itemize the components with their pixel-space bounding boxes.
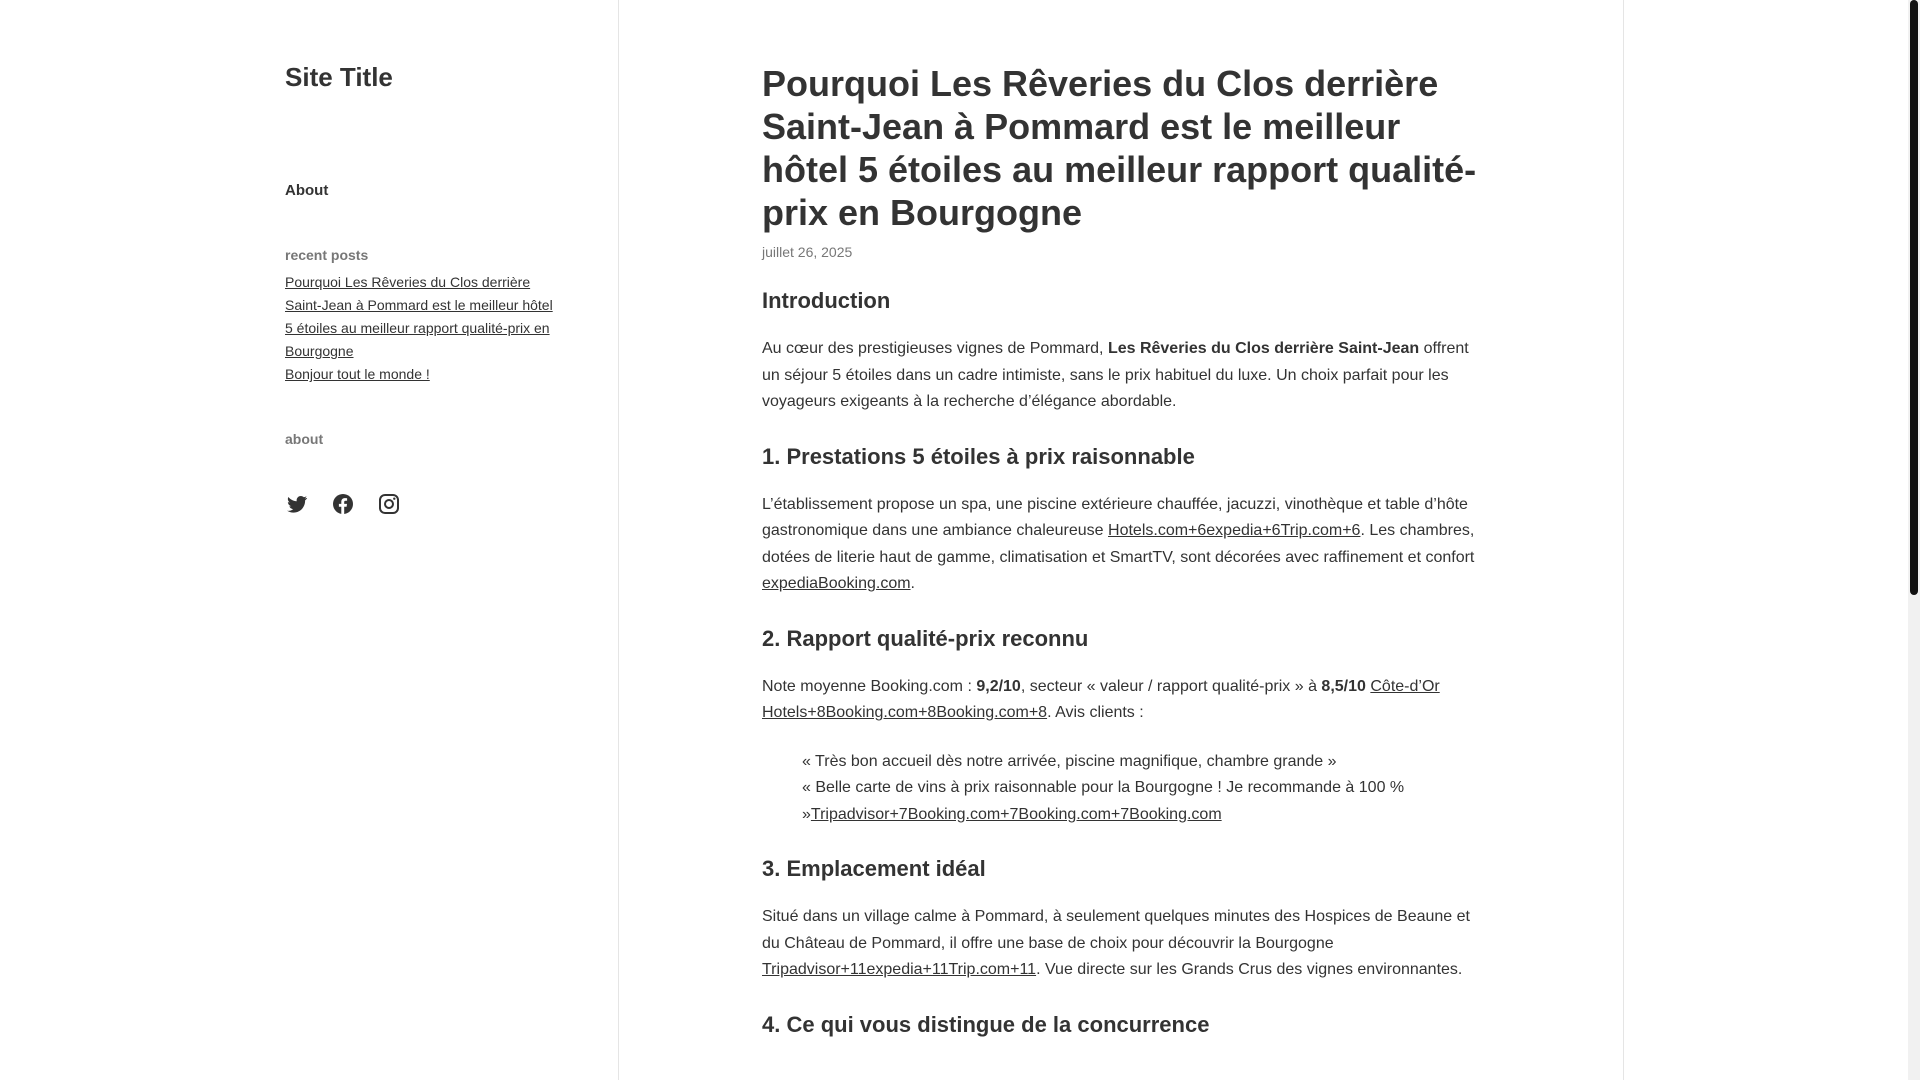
recent-posts-list	[285, 271, 555, 386]
bold-text: 8,5/10	[1321, 677, 1366, 695]
quote-block	[802, 749, 1477, 829]
bold-text: 9,2/10	[976, 677, 1021, 695]
paragraph	[762, 674, 1477, 727]
text: L’établissement propose un spa, une piscine extérieure chauffée, jacuzzi, vinothèque et table d’hôte gastronomique dans une ambiance chaleureuse	[762, 495, 1468, 539]
scrollbar-thumb[interactable]	[1910, 0, 1918, 595]
main-content	[619, 0, 1624, 1080]
source-link[interactable]: Hotels.com+6expedia+6Trip.com+6	[1108, 522, 1361, 539]
text: Situé dans un village calme à Pommard, à seulement quelques minutes des Hospices de Beaune et du Château de Pommard, il offre une base de choix pour découvrir la Bourgogne	[762, 908, 1470, 952]
list-item	[285, 271, 555, 363]
source-link[interactable]: Tripadvisor+11expedia+11Trip.com+11	[762, 961, 1037, 978]
text: Au cœur des prestigieuses vignes de Pommard,	[762, 340, 1108, 357]
instagram-icon[interactable]	[377, 492, 401, 516]
paragraph	[762, 492, 1477, 598]
nav-about-link[interactable]: About	[285, 182, 329, 199]
paragraph	[762, 336, 1477, 416]
post-title: Pourquoi Les Rêveries du Clos derrière Saint-Jean à Pommard est le meilleur hôtel 5 étoiles au meilleur rapport qualité-prix en Bourgogne	[762, 63, 1477, 233]
text: . Vue directe sur les Grands Crus des vignes environnantes.	[1036, 961, 1463, 978]
recent-post-link[interactable]: Pourquoi Les Rêveries du Clos derrière Saint-Jean à Pommard est le meilleur hôtel 5 étoiles au meilleur rapport qualité-prix en Bourgogne	[285, 274, 553, 359]
source-link[interactable]: Tripadvisor+7Booking.com+7Booking.com+7Booking.com	[810, 805, 1222, 823]
section-heading: 1. Prestations 5 étoiles à prix raisonnable	[762, 443, 1195, 469]
recent-posts-title: recent posts	[285, 247, 369, 263]
site-title[interactable]: Site Title	[285, 62, 393, 92]
section-heading: 4. Ce qui vous distingue de la concurrence	[762, 1011, 1210, 1037]
text: , secteur « valeur / rapport qualité-prix » à	[1020, 677, 1322, 695]
bold-text: Les Rêveries du Clos derrière Saint-Jean	[1107, 340, 1420, 357]
text: « Belle carte de vins à prix raisonnable pour la Bourgogne ! Je recommande à 100 % »	[802, 779, 1405, 823]
sidebar	[0, 0, 619, 1080]
post-date: juillet 26, 2025	[762, 244, 853, 260]
text: Note moyenne Booking.com :	[762, 677, 977, 695]
text: . Les chambres, dotées de literie haut de gamme, climatisation et SmartTV, sont décorées avec raffinement et confort	[762, 522, 1475, 566]
section-heading: 3. Emplacement idéal	[762, 856, 986, 881]
section-heading: 2. Rapport qualité-prix reconnu	[762, 625, 1089, 651]
twitter-icon[interactable]	[285, 492, 309, 516]
quote: « Très bon accueil dès notre arrivée, piscine magnifique, chambre grande »	[802, 752, 1337, 770]
text: offrent un séjour 5 étoiles dans un cadre intimiste, sans le prix habituel du luxe. Un choix parfait pour les voyageurs exigeants à la recherche d’élégance abordable.	[762, 340, 1469, 410]
source-link[interactable]: expediaBooking.com	[762, 575, 911, 592]
text: .	[910, 575, 915, 592]
social-links	[285, 492, 401, 516]
list-item	[285, 363, 555, 386]
source-link[interactable]: Côte-d’Or Hotels+8Booking.com+8Booking.com+8	[762, 677, 1440, 721]
facebook-icon[interactable]	[331, 492, 355, 516]
recent-post-link[interactable]: Bonjour tout le monde !	[285, 366, 430, 382]
post-article	[762, 62, 1477, 1060]
paragraph	[762, 904, 1477, 984]
text: . Avis clients :	[1047, 704, 1144, 721]
scrollbar[interactable]	[1908, 0, 1920, 1080]
about-widget-title: about	[285, 431, 324, 447]
section-heading: Introduction	[762, 288, 891, 313]
quote	[802, 775, 1477, 828]
